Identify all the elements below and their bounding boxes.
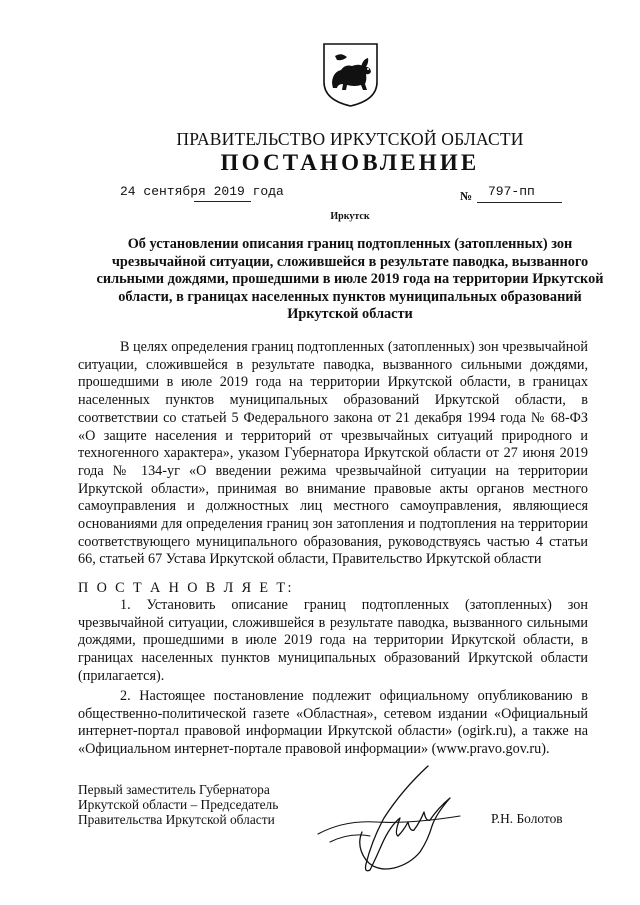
signatory-position — [78, 783, 318, 827]
decree-date: 24 сентября 2019 года — [120, 184, 284, 199]
item-1-paragraph: 1. Установить описание границ подтопленных (затопленных) зон чрезвычайной ситуации, сложившейся в результате паводка, вызванного сильными дождями, прошедшими в июле 2019 года на территории Иркутской области, в границах населенных пунктов муниципальных образований Иркутской области (прилагается). — [78, 597, 588, 684]
date-underline — [194, 201, 251, 202]
decree-subject: Об установлении описания границ подтопленных (затопленных) зон чрезвычайной ситуации, сложившейся в результате паводка, вызванного сильными дождями, прошедшими в июле 2019 года на территории Иркутской области, в границах населенных пунктов муниципальных образований Иркутской области — [96, 236, 604, 323]
signatory-name: Р.Н. Болотов — [491, 811, 563, 826]
item-2-paragraph: 2. Настоящее постановление подлежит официальному опубликованию в общественно-политической газете «Областная», сетевом издании «Официальный интернет-портал правовой информации Иркутской области» (ogirk.ru), а также на «Официальном интернет-портале правовой информации» (www.pravo.gov.ru). — [78, 688, 588, 758]
number-sign: № — [460, 189, 473, 203]
irkutsk-coat-of-arms-icon — [321, 42, 380, 108]
position-line: Первый заместитель Губернатора — [78, 782, 270, 797]
position-line: Правительства Иркутской области — [78, 811, 275, 827]
preamble-paragraph: В целях определения границ подтопленных (затопленных) зон чрезвычайной ситуации, сложившейся в результате паводка, вызванного сильными дождями, прошедшими в июле 2019 года на территории Иркутской области, в границах населенных пунктов муниципальных образований Иркутской области, в соответствии со статьей 5 Федерального закона от 21 декабря 1994 года № 68-ФЗ «О защите населения и территорий от чрезвычайных ситуаций природного и техногенного характера», указом Губернатора Иркутской области от 27 июня 2019 года № 134-уг «О введении режима чрезвычайной ситуации на территории Иркутской области», принимая во внимание правовые акты органов местного самоуправления и должностных лиц местного самоуправления, являющиеся основаниями для определения границ зон затопления и подтопления на территории соответствующего муниципального образования, руководствуясь частью 4 статьи 66, статьей 67 Устава Иркутской области, Правительство Иркутской области — [78, 339, 588, 568]
handwritten-signature — [310, 760, 470, 880]
decree-title: ПОСТАНОВЛЕНИЕ — [220, 150, 480, 175]
position-line: Иркутской области – Председатель — [78, 796, 279, 812]
city-name: Иркутск — [330, 211, 370, 222]
decree-number: 797-пп — [488, 184, 535, 199]
government-name: ПРАВИТЕЛЬСТВО ИРКУТСКОЙ ОБЛАСТИ — [176, 129, 524, 149]
resolves-heading: П О С Т А Н О В Л Я Е Т: — [78, 580, 294, 596]
number-underline — [477, 202, 562, 203]
